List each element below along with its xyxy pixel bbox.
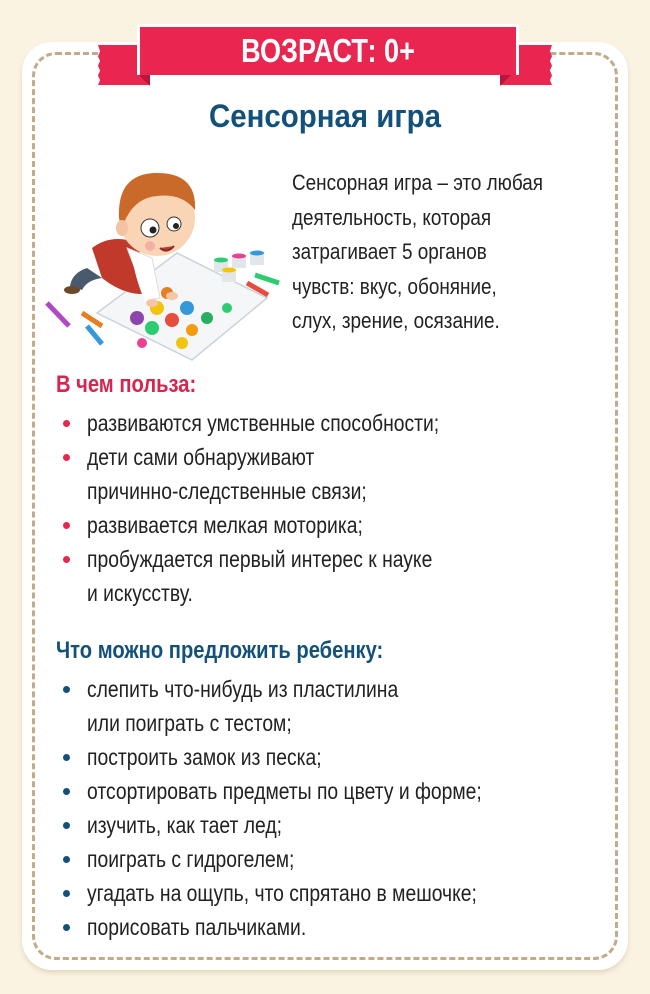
intro-line: Сенсорная игра – это любая	[292, 170, 543, 195]
list-item: поиграть с гидрогелем;	[60, 842, 557, 876]
list-item: изучить, как тает лед;	[60, 808, 557, 842]
boy-painting-illustration	[42, 148, 282, 363]
list-item: построить замок из песка;	[60, 740, 557, 774]
bullet-icon	[63, 754, 70, 761]
intro-line: деятельность, которая	[292, 204, 492, 230]
intro-paragraph	[292, 166, 611, 339]
suggestions-heading: Что можно предложить ребенку:	[56, 637, 384, 664]
bullet-icon	[63, 856, 70, 863]
bullet-icon	[63, 788, 70, 795]
list-item: пробуждается первый интерес к науке	[60, 542, 506, 576]
intro-line: слух, зрение, осязание.	[292, 308, 500, 333]
age-badge-label: ВОЗРАСТ: 0+	[241, 32, 415, 69]
list-item-continuation: причинно-следственные связи;	[87, 478, 367, 504]
list-item: слепить что-нибудь из пластилина	[60, 672, 557, 706]
list-item: угадать на ощупь, что спрятано в мешочке;	[60, 876, 557, 910]
list-item: развивается мелкая моторика;	[60, 508, 506, 542]
benefits-heading: В чем польза:	[56, 371, 197, 398]
list-item: порисовать пальчиками.	[60, 910, 557, 944]
bullet-icon	[63, 822, 70, 829]
page-title: Сенсорная игра	[209, 98, 441, 134]
intro-line: затрагивает 5 органов	[292, 239, 487, 264]
intro-line: чувств: вкус, обоняние,	[292, 273, 497, 299]
list-item: дети сами обнаруживают	[60, 440, 506, 474]
bullet-icon	[63, 522, 70, 529]
suggestions-list	[60, 672, 557, 944]
bullet-icon	[63, 454, 70, 461]
list-item-continuation: и искусству.	[87, 580, 193, 606]
age-badge	[137, 24, 519, 75]
bullet-icon	[63, 686, 70, 693]
list-item: развиваются умственные способности;	[60, 406, 506, 440]
benefits-list	[60, 406, 506, 610]
bullet-icon	[63, 556, 70, 563]
bullet-icon	[63, 890, 70, 897]
bullet-icon	[63, 924, 70, 931]
list-item: отсортировать предметы по цвету и форме;	[60, 774, 557, 808]
bullet-icon	[63, 420, 70, 427]
list-item-continuation: или поиграть с тестом;	[87, 710, 292, 736]
